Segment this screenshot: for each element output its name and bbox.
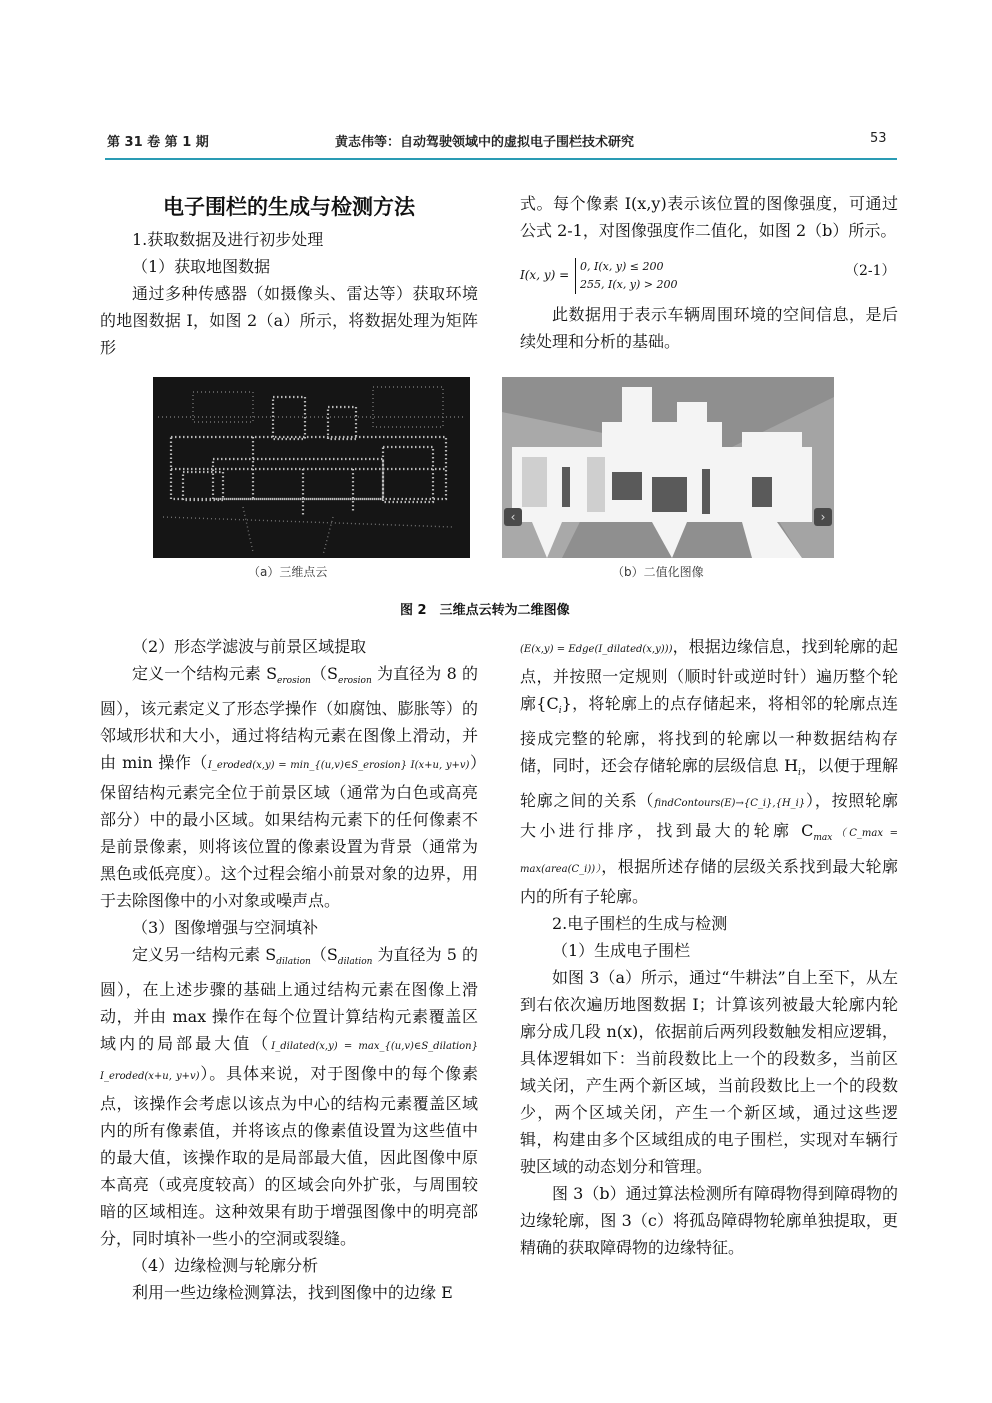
- figure-2-caption: 图 2 三维点云转为二维图像: [400, 603, 570, 618]
- figure-2b-binary-image: [502, 377, 834, 558]
- carousel-next-button[interactable]: ›: [814, 508, 832, 526]
- binary-map-image: [502, 377, 834, 558]
- dilation-subscript-2: dilation: [337, 957, 373, 968]
- paragraph-edge-detection: 利用一些边缘检测算法，找到图像中的边缘 E: [132, 1283, 453, 1303]
- header-rule: [105, 158, 897, 160]
- contours-text-d: ），按照轮廓大小进行排序，找到最大的轮廓 C: [520, 791, 898, 841]
- erosion-equation: I_eroded(x,y) = min_{(u,v)∈S_erosion} I(x+u, y+v): [207, 760, 470, 772]
- edge-equation: (E(x,y) = Edge(I_dilated(x,y))): [520, 644, 673, 655]
- left-column-bottom: [100, 633, 478, 1306]
- erosion-text-c: 为直径为 8 的圆），该元素定义了形态学操作（如腐蚀、膨胀等）的邻域形状和大小，通过将结构元素在图像上滑动，并由 min 操作（: [100, 664, 478, 773]
- equation-lhs: I(x, y) =: [520, 268, 570, 282]
- right-column-bottom: [520, 633, 898, 1261]
- erosion-text-b: （S: [310, 664, 338, 683]
- equation-case-2: 255, I(x, y) > 200: [579, 278, 678, 291]
- dilation-text-c: 为直径为 5 的圆），在上述步骤的基础上通过结构元素在图像上滑动，并由 max 操作在每个位置计算结构元素覆盖区域内的局部最大值（: [100, 945, 478, 1054]
- heading-morphology: （2）形态学滤波与前景区域提取: [132, 637, 367, 656]
- erosion-text-d: ）保留结构元素完全位于前景区域（通常为白色或高亮部分）中的最小区域。如果结构元素下的任何像素不是前景像素，则将该位置的像素设置为背景（通常为黑色或低亮度）。这个过程会缩小前景对象的边界，用于去除图像中的小对象或噪声点。: [100, 753, 478, 911]
- equation-number: （2-1）: [845, 263, 896, 279]
- right-column-top: [520, 190, 898, 244]
- contours-text-e: ，根据所述存储的层级关系找到最大轮廓内的所有子轮廓。: [520, 856, 898, 906]
- paragraph-contours: (E(x,y) = Edge(I_dilated(x,y)))，根据边缘信息，找到轮廓的起点，并按照一定规则（顺时针或逆时针）遍历整个轮廓$\{C_i\}$，将轮廓上的点存储起来，将相邻的轮廓点连接成完整的轮廓，将找到的轮廓以一种数据结构存储，同时，还会存储轮廓的层级信息 $H_i$，以便于理解轮廓之间的关系（findContours(E)→{C_i},{H_i}），按照轮廓大小进行排序，找到最大的轮廓 $C_{max}(C\_\max$ = max(area(C_i))），根据所述存储的层级关系找到最大轮廓内的所有子轮廓。: [520, 637, 898, 906]
- left-column-top: [100, 190, 478, 361]
- carousel-prev-button[interactable]: ‹: [504, 508, 522, 526]
- dilation-equation: I_dilated(x,y) = max_{(u,v)∈S_dilation} I_eroded(x+u, y+v): [100, 1041, 478, 1083]
- running-title: 黄志伟等：自动驾驶领域中的虚拟电子围栏技术研究: [335, 135, 635, 150]
- heading-edge-detection: （4）边缘检测与轮廓分析: [132, 1256, 319, 1276]
- figure-2a-caption: （a）三维点云: [248, 565, 328, 579]
- figure-2b-caption: （b）二值化图像: [612, 565, 704, 579]
- paragraph-erosion: [100, 660, 478, 914]
- contours-text-b: }，将轮廓上的点存储起来，将相邻的轮廓点连接成完整的轮廓，将找到的轮廓以一种数据结构存储，同时，还会存储轮廓的层级信息 H: [520, 694, 898, 776]
- erosion-text-a: 定义一个结构元素 S: [132, 664, 278, 683]
- erosion-subscript: erosion: [277, 676, 311, 687]
- dilation-text-a: 定义另一结构元素 S: [132, 945, 277, 965]
- cmax-equation: （C_max = max(area(C_i))）: [520, 828, 898, 875]
- equation-case-1: 0, I(x, y) ≤ 200: [579, 260, 664, 273]
- cmax-subscript: max: [813, 833, 833, 844]
- page-number: 53: [870, 131, 887, 146]
- contours-text-c: ，以便于理解轮廓之间的关系（: [520, 756, 898, 811]
- heading-generate-fence: （1）生成电子围栏: [552, 940, 691, 960]
- dilation-text-d: ）。具体来说，对于图像中的每个像素点，该操作会考虑以该点为中心的结构元素覆盖区域内的所有像素值，并将该点的像素值设置为这些值中的最大值，该操作取的是局部最大值，因此图像中原本高亮（或亮度较高）的区域会向外扩张，与周围较暗的区域相连。这种效果有助于增强图像中的明亮部分，同时填补一些小的空洞或裂缝。: [100, 1064, 478, 1249]
- point-cloud-image: [153, 377, 470, 558]
- findcontours-equation: findContours(E)→{C_i},{H_i}: [654, 798, 806, 810]
- paragraph-dilation: [100, 941, 478, 1252]
- dilation-subscript: dilation: [276, 957, 311, 968]
- heading-fence-generation: 2.电子围栏的生成与检测: [552, 913, 728, 933]
- erosion-subscript-2: erosion: [338, 676, 372, 687]
- journal-volume: 第 31 卷 第 1 期: [107, 135, 209, 150]
- section-title: 电子围栏的生成与检测方法: [163, 195, 415, 219]
- paragraph-obstacles: 图 3（b）通过算法检测所有障碍物得到障碍物的边缘轮廓，图 3（c）将孤岛障碍物轮廓单独提取，更精确的获取障碍物的边缘特征。: [520, 1183, 898, 1257]
- paragraph-boustrophedon: 如图 3（a）所示，通过“牛耕法”自上至下，从左到右依次遍历地图数据 I；计算该列被最大轮廓内轮廓分成几段 n(x)，依据前后两列段数触发相应逻辑，具体逻辑如下：当前段数比上一个的段数多，当前区域关闭，产生两个新区域，当前段数比上一个的段数少，两个区域关闭，产生一个新区域，通过这些逻辑，构建由多个区域组成的电子围栏，实现对车辆行驶区域的动态划分和管理。: [520, 967, 898, 1176]
- paragraph-acquire-data: 通过多种传感器（如摄像头、雷达等）获取环境的地图数据 I，如图 2（a）所示，将数据处理为矩阵形: [100, 284, 478, 357]
- dilation-text-b: （S: [310, 945, 338, 965]
- paragraph-pixel-intensity: 式。每个像素 I(x,y)表示该位置的图像强度，可通过公式 2-1，对图像强度作二值化，如图 2（b）所示。: [520, 194, 898, 240]
- heading-1: 1.获取数据及进行初步处理: [132, 230, 324, 249]
- heading-enhancement: （3）图像增强与空洞填补: [132, 918, 319, 938]
- equation-2-1: [520, 258, 678, 294]
- figure-2a-point-cloud: [153, 377, 470, 558]
- heading-1-1: （1）获取地图数据: [132, 257, 271, 276]
- contours-text-a: ，根据边缘信息，找到轮廓的起点，并按照一定规则（顺时针或逆时针）遍历整个轮廓{C: [520, 637, 898, 713]
- paragraph-spatial-info: 此数据用于表示车辆周围环境的空间信息，是后续处理和分析的基础。: [520, 305, 898, 351]
- right-column-top-2: [520, 301, 898, 355]
